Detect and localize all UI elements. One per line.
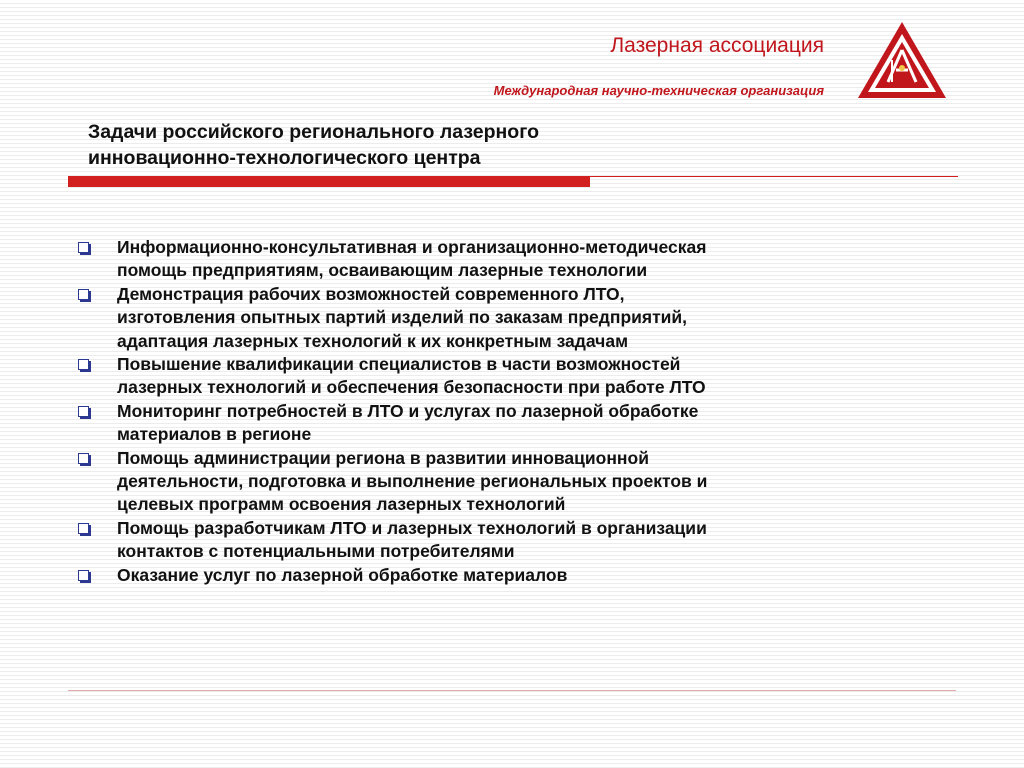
task-list bbox=[78, 236, 958, 587]
list-item-line: помощь предприятиям, осваивающим лазерные технологии bbox=[117, 260, 648, 281]
triangle-logo-icon bbox=[856, 20, 948, 100]
list-item-line: Помощь администрации региона в развитии инновационной bbox=[117, 447, 649, 468]
checkbox-bullet-icon bbox=[78, 289, 89, 300]
list-item-line: контактов с потенциальными потребителями bbox=[117, 541, 515, 562]
list-item-line: Помощь разработчикам ЛТО и лазерных технологий в организации bbox=[117, 517, 707, 538]
list-item-text bbox=[117, 236, 958, 283]
list-item-text bbox=[117, 517, 958, 564]
list-item-text bbox=[117, 283, 958, 353]
checkbox-bullet-icon bbox=[78, 570, 89, 581]
checkbox-bullet-icon bbox=[78, 453, 89, 464]
list-item-line: Информационно-консультативная и организационно-методическая bbox=[117, 237, 707, 257]
slide-title-line: инновационно-технологического центра bbox=[88, 147, 481, 169]
list-item bbox=[78, 517, 958, 564]
list-item-line: целевых программ освоения лазерных технологий bbox=[117, 494, 566, 515]
slide-title bbox=[88, 119, 808, 171]
organization-title: Лазерная ассоциация bbox=[610, 34, 824, 57]
list-item-line: изготовления опытных партий изделий по заказам предприятий, bbox=[117, 307, 688, 328]
list-item bbox=[78, 353, 958, 400]
list-item-line: деятельности, подготовка и выполнение региональных проектов и bbox=[117, 471, 708, 492]
list-item-text bbox=[117, 353, 958, 400]
list-item-line: материалов в регионе bbox=[117, 424, 312, 445]
checkbox-bullet-icon bbox=[78, 242, 89, 253]
list-item-line: Мониторинг потребностей в ЛТО и услугах по лазерной обработке bbox=[117, 400, 699, 421]
list-item bbox=[78, 447, 958, 517]
footer-divider bbox=[68, 690, 956, 691]
list-item-line: Демонстрация рабочих возможностей современного ЛТО, bbox=[117, 283, 625, 304]
list-item-text bbox=[117, 400, 958, 447]
slide-title-line: Задачи российского регионального лазерного bbox=[88, 121, 539, 143]
list-item bbox=[78, 283, 958, 353]
list-item bbox=[78, 564, 958, 587]
list-item-line: Повышение квалификации специалистов в части возможностей bbox=[117, 354, 681, 375]
list-item-line: лазерных технологий и обеспечения безопасности при работе ЛТО bbox=[117, 377, 706, 398]
checkbox-bullet-icon bbox=[78, 359, 89, 370]
list-item-text bbox=[117, 564, 958, 587]
checkbox-bullet-icon bbox=[78, 406, 89, 417]
title-divider-thin bbox=[590, 176, 958, 177]
organization-subtitle: Международная научно-техническая организация bbox=[493, 83, 824, 98]
list-item bbox=[78, 236, 958, 283]
list-item-line: адаптация лазерных технологий к их конкретным задачам bbox=[117, 330, 629, 351]
title-divider-thick bbox=[68, 176, 590, 187]
checkbox-bullet-icon bbox=[78, 523, 89, 534]
list-item-line: Оказание услуг по лазерной обработке материалов bbox=[117, 564, 568, 585]
list-item bbox=[78, 400, 958, 447]
list-item-text bbox=[117, 447, 958, 517]
